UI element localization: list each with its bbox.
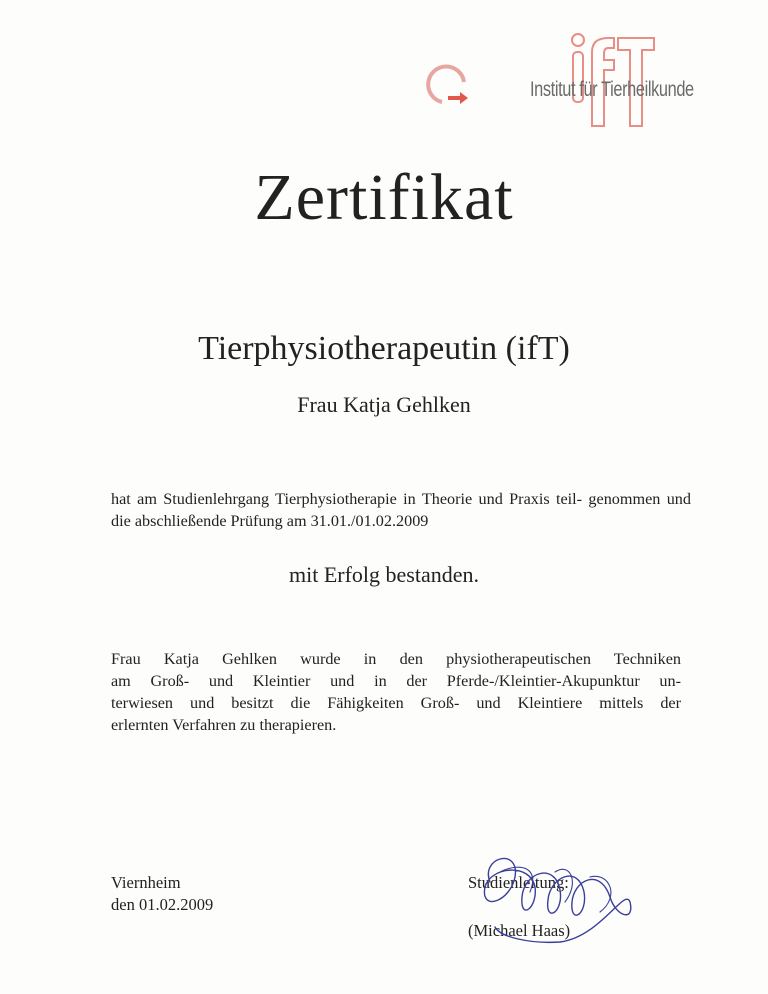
skills-line: am Groß- und Kleintier und in der Pferde-/Kleintier-Akupunktur un- [111,672,681,690]
issue-date: den 01.02.2009 [111,895,214,914]
signature-name: (Michael Haas) [468,921,571,940]
place: Viernheim [111,873,181,892]
certificate-title: Zertifikat [254,161,514,234]
degree-title: Tierphysiotherapeutin (ifT) [198,330,570,367]
skills-line: Frau Katja Gehlken wurde in den physiotherapeutischen Techniken [111,650,681,668]
institute-name: Institut für Tierheilkunde [530,78,694,101]
recipient-name: Frau Katja Gehlken [297,392,471,417]
course-paragraph: hat am Studienlehrgang Tierphysiotherapie in Theorie und Praxis teil- genommen und die abschließende Prüfung am 31.01./01.02.2009 [111,490,691,530]
handwritten-signature-icon [460,842,660,952]
signature-label: Studienleitung: [468,873,569,892]
place-date [111,872,213,916]
institute-logo [420,30,750,130]
skills-line: terwiesen und besitzt die Fähigkeiten Groß- und Kleintiere mittels der [111,694,681,712]
skills-line: erlernten Verfahren zu therapieren. [111,716,337,734]
exam-result: mit Erfolg bestanden. [288,562,479,587]
skills-paragraph [111,648,681,736]
